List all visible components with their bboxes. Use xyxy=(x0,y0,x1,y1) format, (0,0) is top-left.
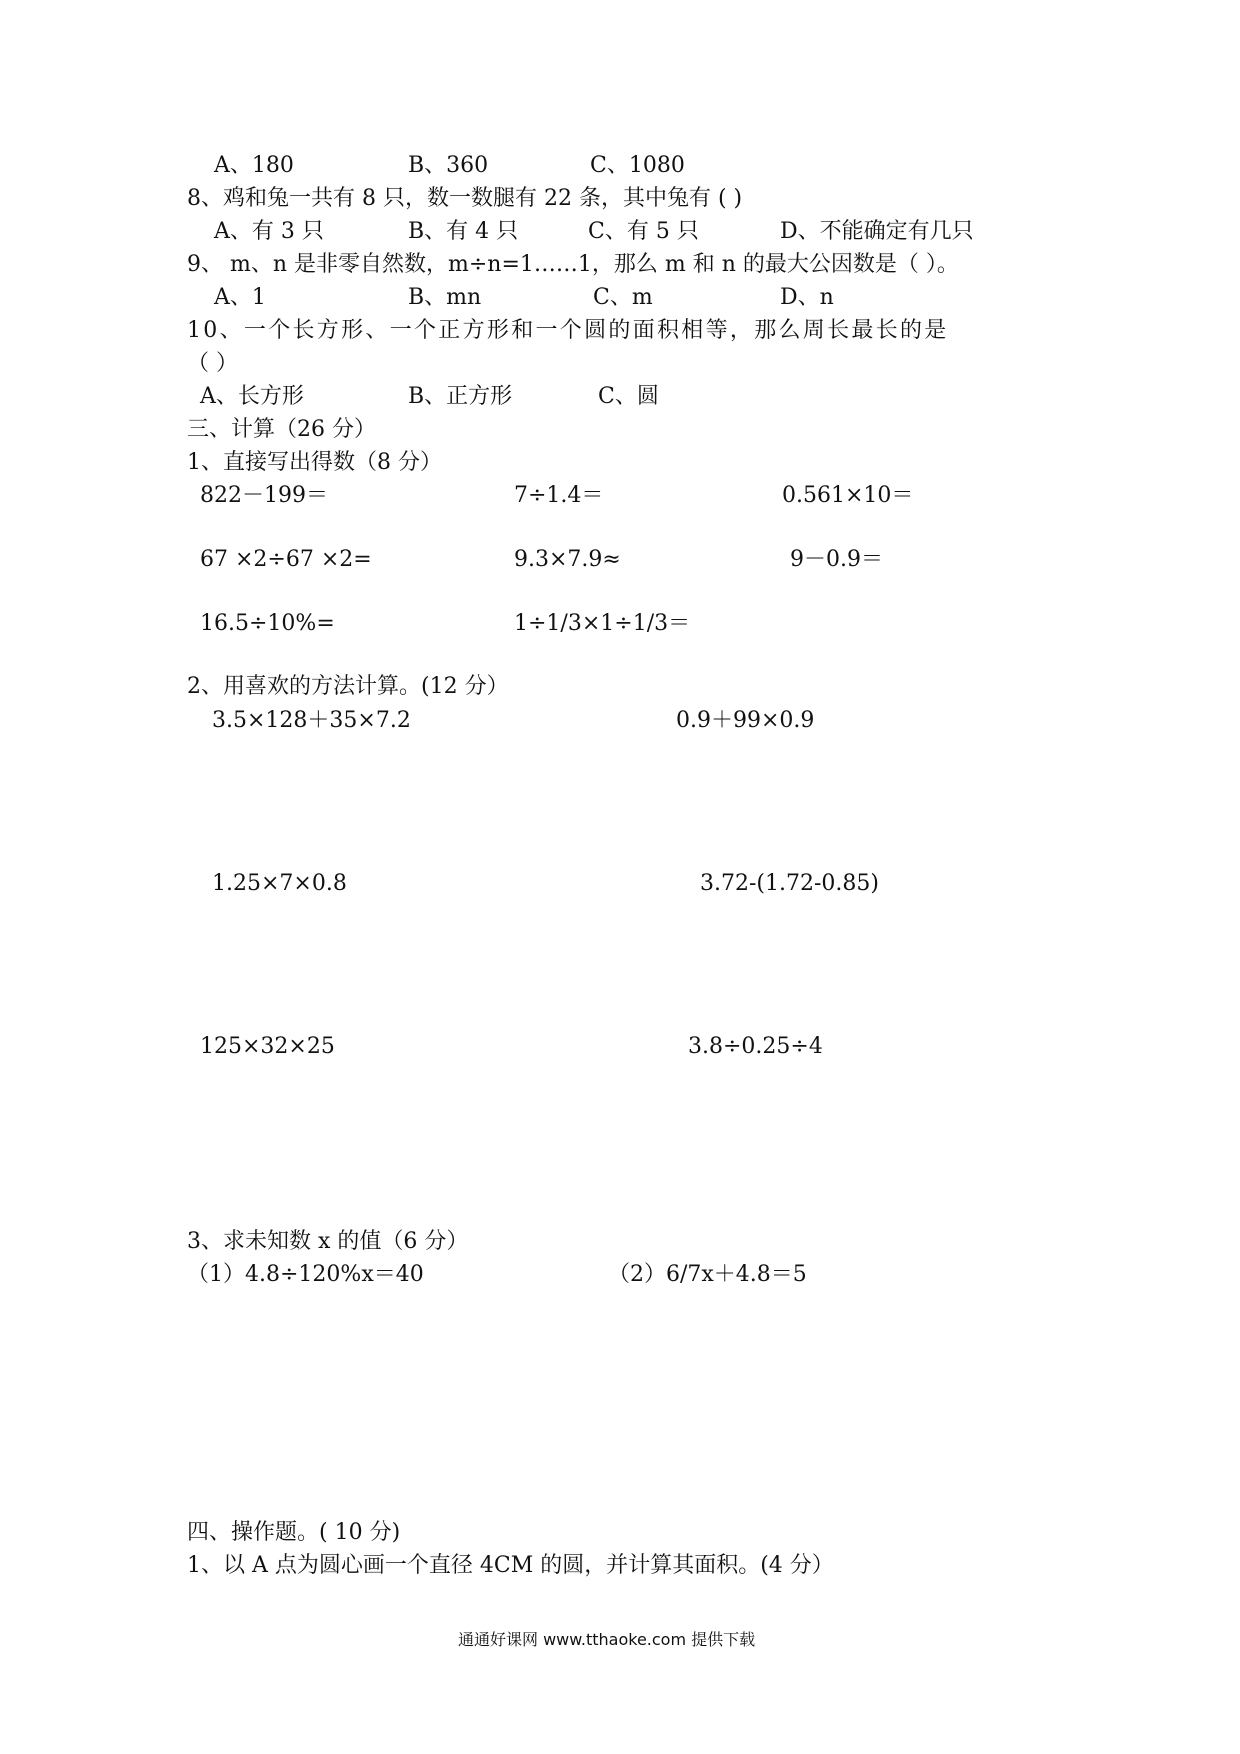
page-footer: 通通好课网 www.tthaoke.com 提供下载 xyxy=(458,1630,756,1649)
calc-4: 3.72-(1.72-0.85) xyxy=(700,871,879,896)
q8-option-b: B、有 4 只 xyxy=(408,219,519,244)
calc-3: 1.25×7×0.8 xyxy=(212,871,347,896)
section4-q1: 1、以 A 点为圆心画一个直径 4CM 的圆，并计算其面积。(4 分） xyxy=(187,1553,834,1578)
section4-title: 四、操作题。( 10 分) xyxy=(187,1520,401,1545)
part3-title: 3、求未知数 x 的值（6 分） xyxy=(187,1229,469,1254)
oral-calc-5: 9.3×7.9≈ xyxy=(514,547,621,572)
calc-5: 125×32×25 xyxy=(200,1034,335,1059)
equation-2: （2）6/7x＋4.8＝5 xyxy=(608,1262,807,1287)
q9-stem: 9、 m、n 是非零自然数，m÷n=1……1，那么 m 和 n 的最大公因数是（ ）。 xyxy=(187,252,959,277)
calc-1: 3.5×128＋35×7.2 xyxy=(212,708,411,733)
q10-option-b: B、正方形 xyxy=(408,384,513,409)
q9-option-a: A、1 xyxy=(214,285,266,310)
part1-title: 1、直接写出得数（8 分） xyxy=(187,450,442,475)
q10-option-a: A、长方形 xyxy=(200,384,304,409)
oral-calc-4: 67 ×2÷67 ×2= xyxy=(200,547,372,572)
oral-calc-1: 822－199＝ xyxy=(200,483,328,508)
section3-title: 三、计算（26 分） xyxy=(187,417,376,442)
equation-1: （1）4.8÷120%x＝40 xyxy=(187,1262,424,1287)
calc-2: 0.9＋99×0.9 xyxy=(676,708,815,733)
q10-stem: 10、一个长方形、一个正方形和一个圆的面积相等，那么周长最长的是 xyxy=(187,318,949,343)
q8-option-d: D、不能确定有几只 xyxy=(780,219,974,244)
q9-option-d: D、n xyxy=(780,285,834,310)
oral-calc-6: 9－0.9＝ xyxy=(790,547,883,572)
q7-option-b: B、360 xyxy=(408,153,489,178)
q10-option-c: C、圆 xyxy=(598,384,659,409)
q7-option-a: A、180 xyxy=(214,153,294,178)
part2-title: 2、用喜欢的方法计算。(12 分） xyxy=(187,674,509,699)
oral-calc-3: 0.561×10＝ xyxy=(782,483,914,508)
q8-option-a: A、有 3 只 xyxy=(214,219,324,244)
q9-option-b: B、mn xyxy=(408,285,482,310)
oral-calc-8: 1÷1/3×1÷1/3＝ xyxy=(514,611,691,636)
oral-calc-7: 16.5÷10%= xyxy=(200,611,335,636)
q8-stem: 8、鸡和兔一共有 8 只，数一数腿有 22 条，其中兔有 ( ) xyxy=(187,186,743,211)
q10-blank: （ ） xyxy=(187,351,238,376)
q9-option-c: C、m xyxy=(593,285,653,310)
q7-option-c: C、1080 xyxy=(590,153,685,178)
calc-6: 3.8÷0.25÷4 xyxy=(688,1034,823,1059)
q8-option-c: C、有 5 只 xyxy=(588,219,699,244)
oral-calc-2: 7÷1.4＝ xyxy=(514,483,604,508)
